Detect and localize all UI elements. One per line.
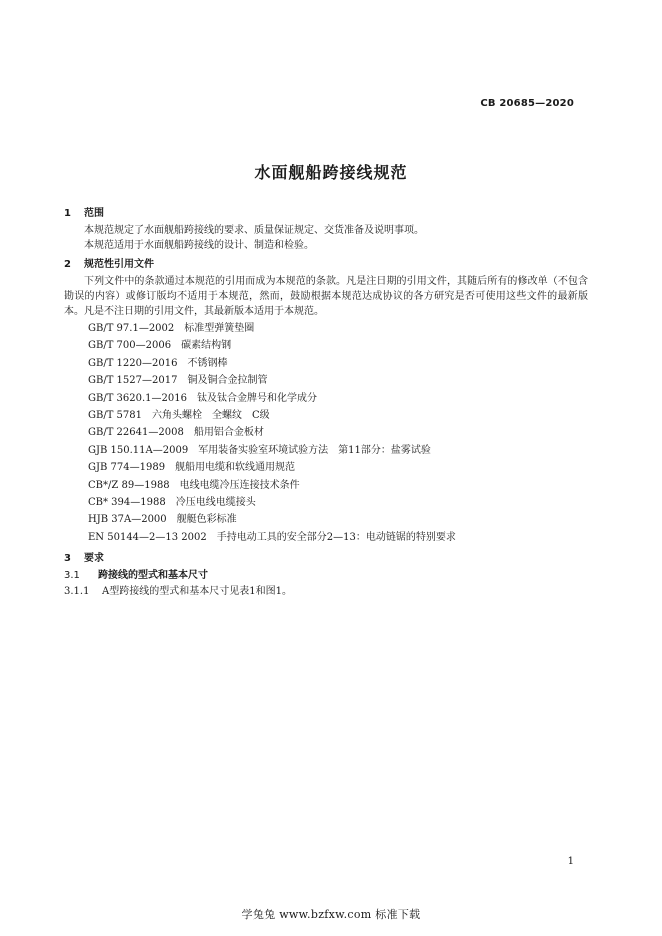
section-title: 范围 xyxy=(84,208,104,219)
reference-item xyxy=(64,443,588,460)
section-title: 规范性引用文件 xyxy=(84,259,154,270)
document-title: 水面舰船跨接线规范 xyxy=(254,163,408,182)
standard-code: CB 20685—2020 xyxy=(480,98,574,109)
clause-text: A型跨接线的型式和基本尺寸见表1和图1。 xyxy=(102,586,292,598)
reference-title: 六角头螺栓 全螺纹 C级 xyxy=(152,409,270,421)
reference-title: 钛及钛合金牌号和化学成分 xyxy=(197,392,317,404)
reference-title: 舰船用电缆和软线通用规范 xyxy=(175,462,296,474)
reference-item xyxy=(64,512,588,529)
reference-item xyxy=(64,408,588,425)
reference-code: GB/T 5781 xyxy=(88,409,143,421)
reference-title: 电线电缆冷压连接技术条件 xyxy=(179,479,300,491)
section-3-heading xyxy=(64,551,588,568)
section-title: 要求 xyxy=(84,553,104,565)
reference-code: GJB 150.11A—2009 xyxy=(88,444,189,456)
reference-item xyxy=(64,321,588,338)
reference-title: 冷压电线电缆接头 xyxy=(175,496,256,508)
reference-code: EN 50144—2—13 2002 xyxy=(88,531,207,543)
reference-title: 手持电动工具的安全部分2—13：电动链锯的特别要求 xyxy=(216,531,456,543)
reference-title: 标准型弹簧垫圈 xyxy=(184,323,255,334)
reference-item xyxy=(64,391,588,408)
watermark-footer: 学兔兔 www.bzfxw.com 标准下载 xyxy=(241,908,421,921)
reference-title: 舰艇色彩标准 xyxy=(176,514,237,526)
reference-code: GB/T 1220—2016 xyxy=(88,357,178,369)
reference-code: GB/T 3620.1—2016 xyxy=(88,392,187,404)
reference-item xyxy=(64,460,588,477)
reference-title: 碳素结构钢 xyxy=(181,340,232,352)
page-number: 1 xyxy=(567,856,574,867)
subsection-title: 跨接线的型式和基本尺寸 xyxy=(98,570,208,582)
reference-item xyxy=(64,373,588,390)
paragraph: 本规范适用于水面舰船跨接线的设计、制造和检验。 xyxy=(84,240,314,251)
reference-code: HJB 37A—2000 xyxy=(88,514,167,526)
section-number: 3 xyxy=(64,553,71,565)
document-body xyxy=(64,206,588,600)
reference-item xyxy=(64,478,588,495)
clause-3-1-1 xyxy=(64,584,588,600)
reference-item xyxy=(64,338,588,355)
subsection-number: 3.1 xyxy=(64,570,80,582)
section-number: 2 xyxy=(64,259,71,270)
subsection-3-1-heading xyxy=(64,568,588,584)
reference-code: GB/T 22641—2008 xyxy=(88,427,184,439)
reference-item xyxy=(64,530,588,547)
reference-item xyxy=(64,425,588,442)
reference-title: 铜及铜合金拉制管 xyxy=(187,375,268,387)
reference-title: 军用装备实验室环境试验方法 第11部分：盐雾试验 xyxy=(198,444,431,456)
section-number: 1 xyxy=(64,208,71,219)
reference-code: GB/T 1527—2017 xyxy=(88,375,178,387)
reference-code: GB/T 97.1—2002 xyxy=(88,323,175,334)
clause-number: 3.1.1 xyxy=(64,586,90,598)
paragraph: 下列文件中的条款通过本规范的引用而成为本规范的条款。凡是注日期的引用文件，其随后所有的修改单（不包含勘误的内容）或修订版均不适用于本规范，然而，鼓励根据本规范达成协议的各方研究是否可使用这些文件的最新版本。凡是不注日期的引用文件，其最新版本适用于本规范。 xyxy=(64,276,588,317)
reference-list xyxy=(64,321,588,547)
reference-title: 不锈钢棒 xyxy=(187,357,228,369)
paragraph: 本规范规定了水面舰船跨接线的要求、质量保证规定、交货准备及说明事项。 xyxy=(84,225,424,236)
reference-title: 船用铝合金板材 xyxy=(193,427,264,439)
reference-item xyxy=(64,495,588,512)
reference-item xyxy=(64,356,588,373)
section-2-heading xyxy=(64,257,588,274)
section-1-heading xyxy=(64,206,588,223)
reference-code: CB* 394—1988 xyxy=(88,496,166,508)
reference-code: CB*/Z 89—1988 xyxy=(88,479,170,491)
reference-code: GB/T 700—2006 xyxy=(88,340,172,352)
reference-code: GJB 774—1989 xyxy=(88,462,166,474)
